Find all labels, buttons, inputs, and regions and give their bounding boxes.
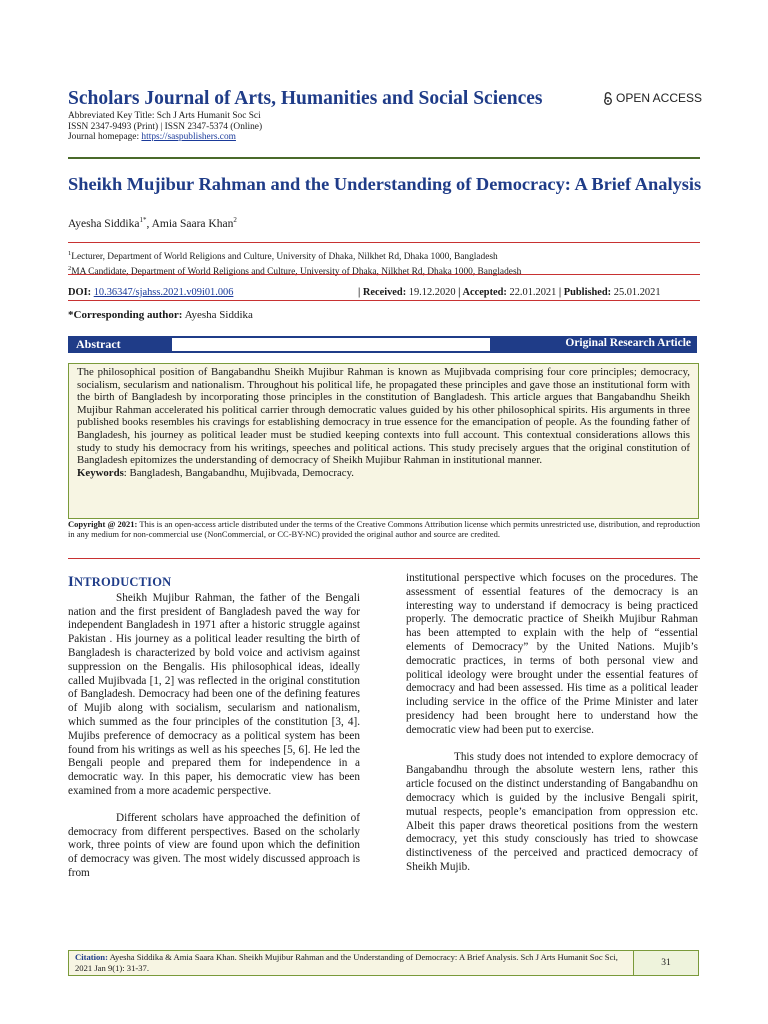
abstract-bar-gap — [172, 338, 490, 351]
introduction-heading — [68, 576, 360, 590]
received-date: 19.12.2020 — [408, 287, 456, 298]
header-divider — [68, 157, 700, 159]
affiliation-2 — [68, 263, 521, 278]
affiliation-2-text: MA Candidate, Department of World Religions and Culture, University of Dhaka, Nilkhet Rd, Dhaka 1000, Bangladesh — [71, 267, 522, 278]
author-1-sup: 1* — [139, 216, 147, 224]
citation-box — [69, 951, 633, 975]
affiliation-bottom-rule — [68, 274, 700, 275]
author-2-sup: 2 — [233, 216, 237, 224]
abstract-text: The philosophical position of Bangabandhu Sheikh Mujibur Rahman is known as Mujibvada comprising four core principles; democracy, socialism, secularism and nationalism. Throughout his political life, he propagated these principles and gave those an institutional form with the birth of Bangladesh by incorporating those principles in the constitution of Bangladesh. This article argues that Bangabandhu Sheikh Mujibur Rahman accelerated his political carrier through democratic values guided by his other philosophical spirits. His arguments in three published books resembles his cravings for establishing democracy in true essence for the emancipation of people. As the founding father of Bangladesh, his journey as political leader must be studied keeping contexts into full account. This contextual considerations allows this study to study his democracy from his writings, speeches and political actions. This study precisely argues that the original constitution of Bangladesh epitomizes the understanding of democracy of Sheikh Mujibur Rahman in institutional manner. — [77, 366, 690, 467]
introduction-heading-rest: NTRODUCTION — [74, 575, 172, 589]
body-right-column — [406, 572, 698, 875]
intro-paragraph-4: This study does not intended to explore democracy of Bangabandhu through the absolute western lens, rather this article focused on the distinct understanding of Bangabandhu on democracy which is guided by the inclusive Bengali spirit, mutual respects, people’s emancipation from oppression etc. Albeit this paper draws theoretical positions from the western democracy, yet this study consciously has tried to showcase distinctiveness of the perceived and practiced democracy of Sheikh Mujib. — [406, 750, 698, 873]
paragraph-spacer — [406, 738, 698, 751]
journal-meta — [68, 111, 262, 143]
author-2: Amia Saara Khan — [151, 217, 234, 230]
issn: ISSN 2347-9493 (Print) | ISSN 2347-5374 (Online) — [68, 121, 263, 132]
paragraph-spacer — [68, 799, 360, 812]
dates-rule — [68, 300, 700, 301]
article-title: Sheikh Mujibur Rahman and the Understanding of Democracy: A Brief Analysis — [68, 174, 702, 194]
introduction-heading-cap: I — [68, 574, 75, 590]
homepage-label: Journal homepage: — [68, 132, 142, 143]
article-type: Original Research Article — [565, 337, 691, 349]
authors — [68, 216, 237, 230]
affiliation-2-sup: 2 — [68, 265, 72, 273]
abstract-box — [68, 363, 699, 519]
copyright-notice — [68, 519, 700, 540]
accepted-label: | Accepted: — [458, 287, 507, 298]
intro-paragraph-2: Different scholars have approached the definition of democracy from different perspectives. Based on the scholarly work, three points of view are found upon which the definition of democracy was given. The most widely discussed approach is from — [68, 811, 360, 879]
affiliation-1-text: Lecturer, Department of World Religions and Culture, University of Dhaka, Nilkhet Rd, Dhaka 1000, Bangladesh — [71, 252, 498, 263]
keywords-text: : Bangladesh, Bangabandhu, Mujibvada, Democracy. — [123, 466, 354, 479]
intro-paragraph-3: institutional perspective which focuses on the procedures. The assessment of essential features of the democracy is an interesting way to understand if democracy is being practiced properly. The democratic practice of Sheikh Mujibur Rahman has been attempted to explain with the help of “essential elements of Democracy” by the United Nations. Mujib’s democratic practices, in terms of both personal view and political ideology were brought under the essential features of democracy and had been assessed. His time as a political leader including service in the office of the Prime Minister and later presidency had been brought here to understand how the democratic view had been put to exercise. — [406, 572, 698, 736]
intro-paragraph-1: Sheikh Mujibur Rahman, the father of the Bengali nation and the first president of Bangladesh paved the way for independent Bangladesh in 1971 after a historic struggle against Pakistan . His journey as a political leader resulting the birth of Bangladesh is characterized by bold voice and activism against suppression on the Bengalis. His philosophical ideas, ideally called Mujibvada [1, 2] was reflected in the original constitution of Bangladesh. Democracy had been one of the defining features of Mujib along with socialism, secularism and nationalism, which summed as the four principles of the constitution [3, 4]. Mujibs preference of democracy as a political system has been found from his writings as well as his speeches [5, 6]. He led the Bengali people and prepared them for independence in a democratic way. In this paper, his democratic view has been examined from a more academic perspective. — [68, 591, 360, 797]
abstract-heading: Abstract — [76, 337, 121, 351]
page-number: 31 — [633, 951, 698, 975]
citation-footer — [68, 950, 699, 976]
doi-link[interactable]: 10.36347/sjahss.2021.v09i01.006 — [93, 287, 234, 298]
corr-name: Ayesha Siddika — [184, 309, 253, 321]
copyright-label: Copyright @ 2021: — [68, 519, 138, 529]
citation-label: Citation: — [75, 952, 108, 962]
received-label: | Received: — [358, 287, 407, 298]
affiliation-1-sup: 1 — [68, 250, 72, 257]
abstract-bar — [68, 336, 697, 353]
dates-line — [358, 287, 661, 298]
affiliation-1 — [68, 248, 521, 263]
citation-text: Ayesha Siddika & Amia Saara Khan. Sheikh Mujibur Rahman and the Understanding of Democracy: A Brief Analysis. Sch J Arts Humanit Soc Sci, 2021 Jan 9(1): 31-37. — [75, 952, 618, 973]
homepage-link[interactable]: https://saspublishers.com — [141, 132, 236, 143]
author-1: Ayesha Siddika — [68, 217, 140, 230]
body-left-column — [68, 576, 360, 881]
open-lock-icon — [603, 92, 613, 105]
journal-title: Scholars Journal of Arts, Humanities and Social Sciences — [68, 88, 543, 109]
corr-label: *Corresponding author: — [68, 309, 183, 321]
abbrev-title: Abbreviated Key Title: Sch J Arts Humanit Soc Sci — [68, 111, 261, 121]
copyright-rule — [68, 558, 700, 559]
keywords — [77, 467, 690, 480]
accepted-date: 22.01.2021 — [509, 287, 557, 298]
keywords-label: Keywords — [77, 466, 124, 479]
open-access-badge — [603, 91, 702, 105]
published-label: | Published: — [558, 287, 612, 298]
homepage-line — [68, 132, 262, 143]
corresponding-author — [68, 309, 253, 321]
published-date: 25.01.2021 — [613, 287, 661, 298]
doi-line — [68, 287, 233, 298]
open-access-label: OPEN ACCESS — [616, 91, 703, 105]
affiliation-top-rule — [68, 242, 700, 243]
doi-label: DOI: — [68, 287, 92, 298]
copyright-text: This is an open-access article distributed under the terms of the Creative Commons Attribution license which permits unrestricted use, distribution, and reproduction in any medium for non-commercial use (NonCommercial, or CC-BY-NC) provided the original author and source are credited. — [68, 519, 701, 540]
author-separator: , — [146, 217, 152, 230]
